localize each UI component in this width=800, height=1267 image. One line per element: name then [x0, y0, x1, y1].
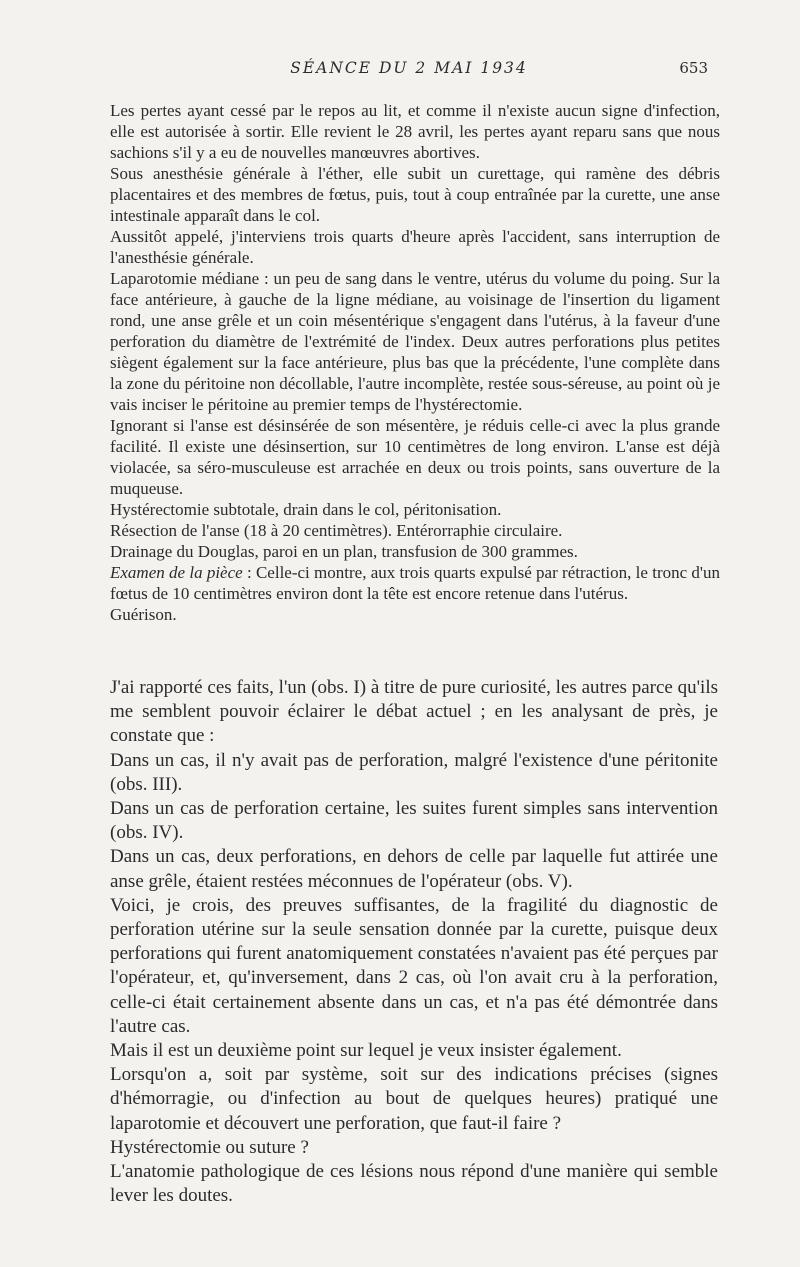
examen-text: : Celle-ci montre, aux trois quarts expulsé par rétraction, le tronc d'un fœtus de 10 centimètres environ dont la tête est encore retenue dans l'utérus. [110, 563, 720, 603]
observation-paragraph: Ignorant si l'anse est désinsérée de son mésentère, je réduis celle-ci avec la plus grande facilité. Il existe une désinsertion, sur 10 centimètres de long environ. L'anse est déjà violacée, sa séro-musculeuse est arrachée en deux ou trois points, sans ouverture de la muqueuse. [110, 416, 720, 498]
discussion-paragraph: Dans un cas, il n'y avait pas de perforation, malgré l'existence d'une péritonite (obs. III). [110, 749, 718, 795]
discussion-paragraph: Voici, je crois, des preuves suffisantes, de la fragilité du diagnostic de perforation utérine sur la seule sensation donnée par la curette, puisque deux perforations qui furent anatomiquement constatées n'avaient pas été perçues par l'opérateur, et, qu'inversement, dans 2 cas, où l'on avait cru à la perforation, celle-ci était certainement absente dans un cas, et n'a pas été démontrée dans l'autre cas. [110, 894, 718, 1037]
discussion-paragraph: Dans un cas de perforation certaine, les suites furent simples sans intervention (obs. IV). [110, 798, 718, 844]
discussion-paragraph: L'anatomie pathologique de ces lésions nous répond d'une manière qui semble lever les doutes. [110, 1161, 718, 1207]
observation-paragraph: Laparotomie médiane : un peu de sang dans le ventre, utérus du volume du poing. Sur la face antérieure, à gauche de la ligne médiane, au voisinage de l'insertion du ligament rond, une anse grêle et un coin mésentérique s'engagent dans l'utérus, à la faveur d'une perforation du diamètre de l'extrémité de l'index. Deux autres perforations plus petites siègent également sur la face antérieure, plus bas que la précédente, l'une complète dans la zone du péritoine non décollable, l'autre incomplète, restée sous-séreuse, au point où je vais inciser le péritoine au premier temps de l'hystérectomie. [110, 269, 720, 414]
page-number: 653 [679, 59, 708, 77]
observation-paragraph: Drainage du Douglas, paroi en un plan, transfusion de 300 grammes. [110, 542, 578, 561]
observation-paragraph: Les pertes ayant cessé par le repos au lit, et comme il n'existe aucun signe d'infection, elle est autorisée à sortir. Elle revient le 28 avril, les pertes ayant reparu sans que nous sachions s'il y a eu de nouvelles manœuvres abortives. [110, 101, 720, 162]
observation-paragraph: Résection de l'anse (18 à 20 centimètres). Entérorraphie circulaire. [110, 521, 563, 540]
examen-label: Examen de la pièce [110, 563, 243, 582]
observation-paragraph: Aussitôt appelé, j'interviens trois quarts d'heure après l'accident, sans interruption de l'anesthésie générale. [110, 227, 720, 267]
discussion-paragraph: J'ai rapporté ces faits, l'un (obs. I) à titre de pure curiosité, les autres parce qu'ils me semblent pouvoir éclairer le débat actuel ; en les analysant de près, je constate que : [110, 677, 718, 747]
running-title: SÉANCE DU 2 MAI 1934 [290, 59, 528, 77]
observation-paragraph: Hystérectomie subtotale, drain dans le col, péritonisation. [110, 500, 502, 519]
page-header [110, 59, 708, 83]
discussion-paragraph: Mais il est un deuxième point sur lequel je veux insister également. [110, 1040, 622, 1062]
discussion-text [110, 676, 718, 1208]
discussion-paragraph: Lorsqu'on a, soit par système, soit sur des indications précises (signes d'hémorragie, ou d'infection au bout de quelques heures) pratiqué une laparotomie et découvert une perforation, que faut-il faire ? [110, 1064, 718, 1134]
observation-paragraph [110, 562, 720, 604]
discussion-paragraph: Hystérectomie ou suture ? [110, 1136, 309, 1158]
observation-paragraph: Sous anesthésie générale à l'éther, elle subit un curettage, qui ramène des débris placentaires et des membres de fœtus, puis, tout à coup entraînée par la curette, une anse intestinale apparaît dans le col. [110, 164, 720, 225]
observation-paragraph: Guérison. [110, 605, 177, 624]
observation-text [110, 100, 720, 625]
discussion-paragraph: Dans un cas, deux perforations, en dehors de celle par laquelle fut attirée une anse grêle, étaient restées méconnues de l'opérateur (obs. V). [110, 846, 718, 892]
